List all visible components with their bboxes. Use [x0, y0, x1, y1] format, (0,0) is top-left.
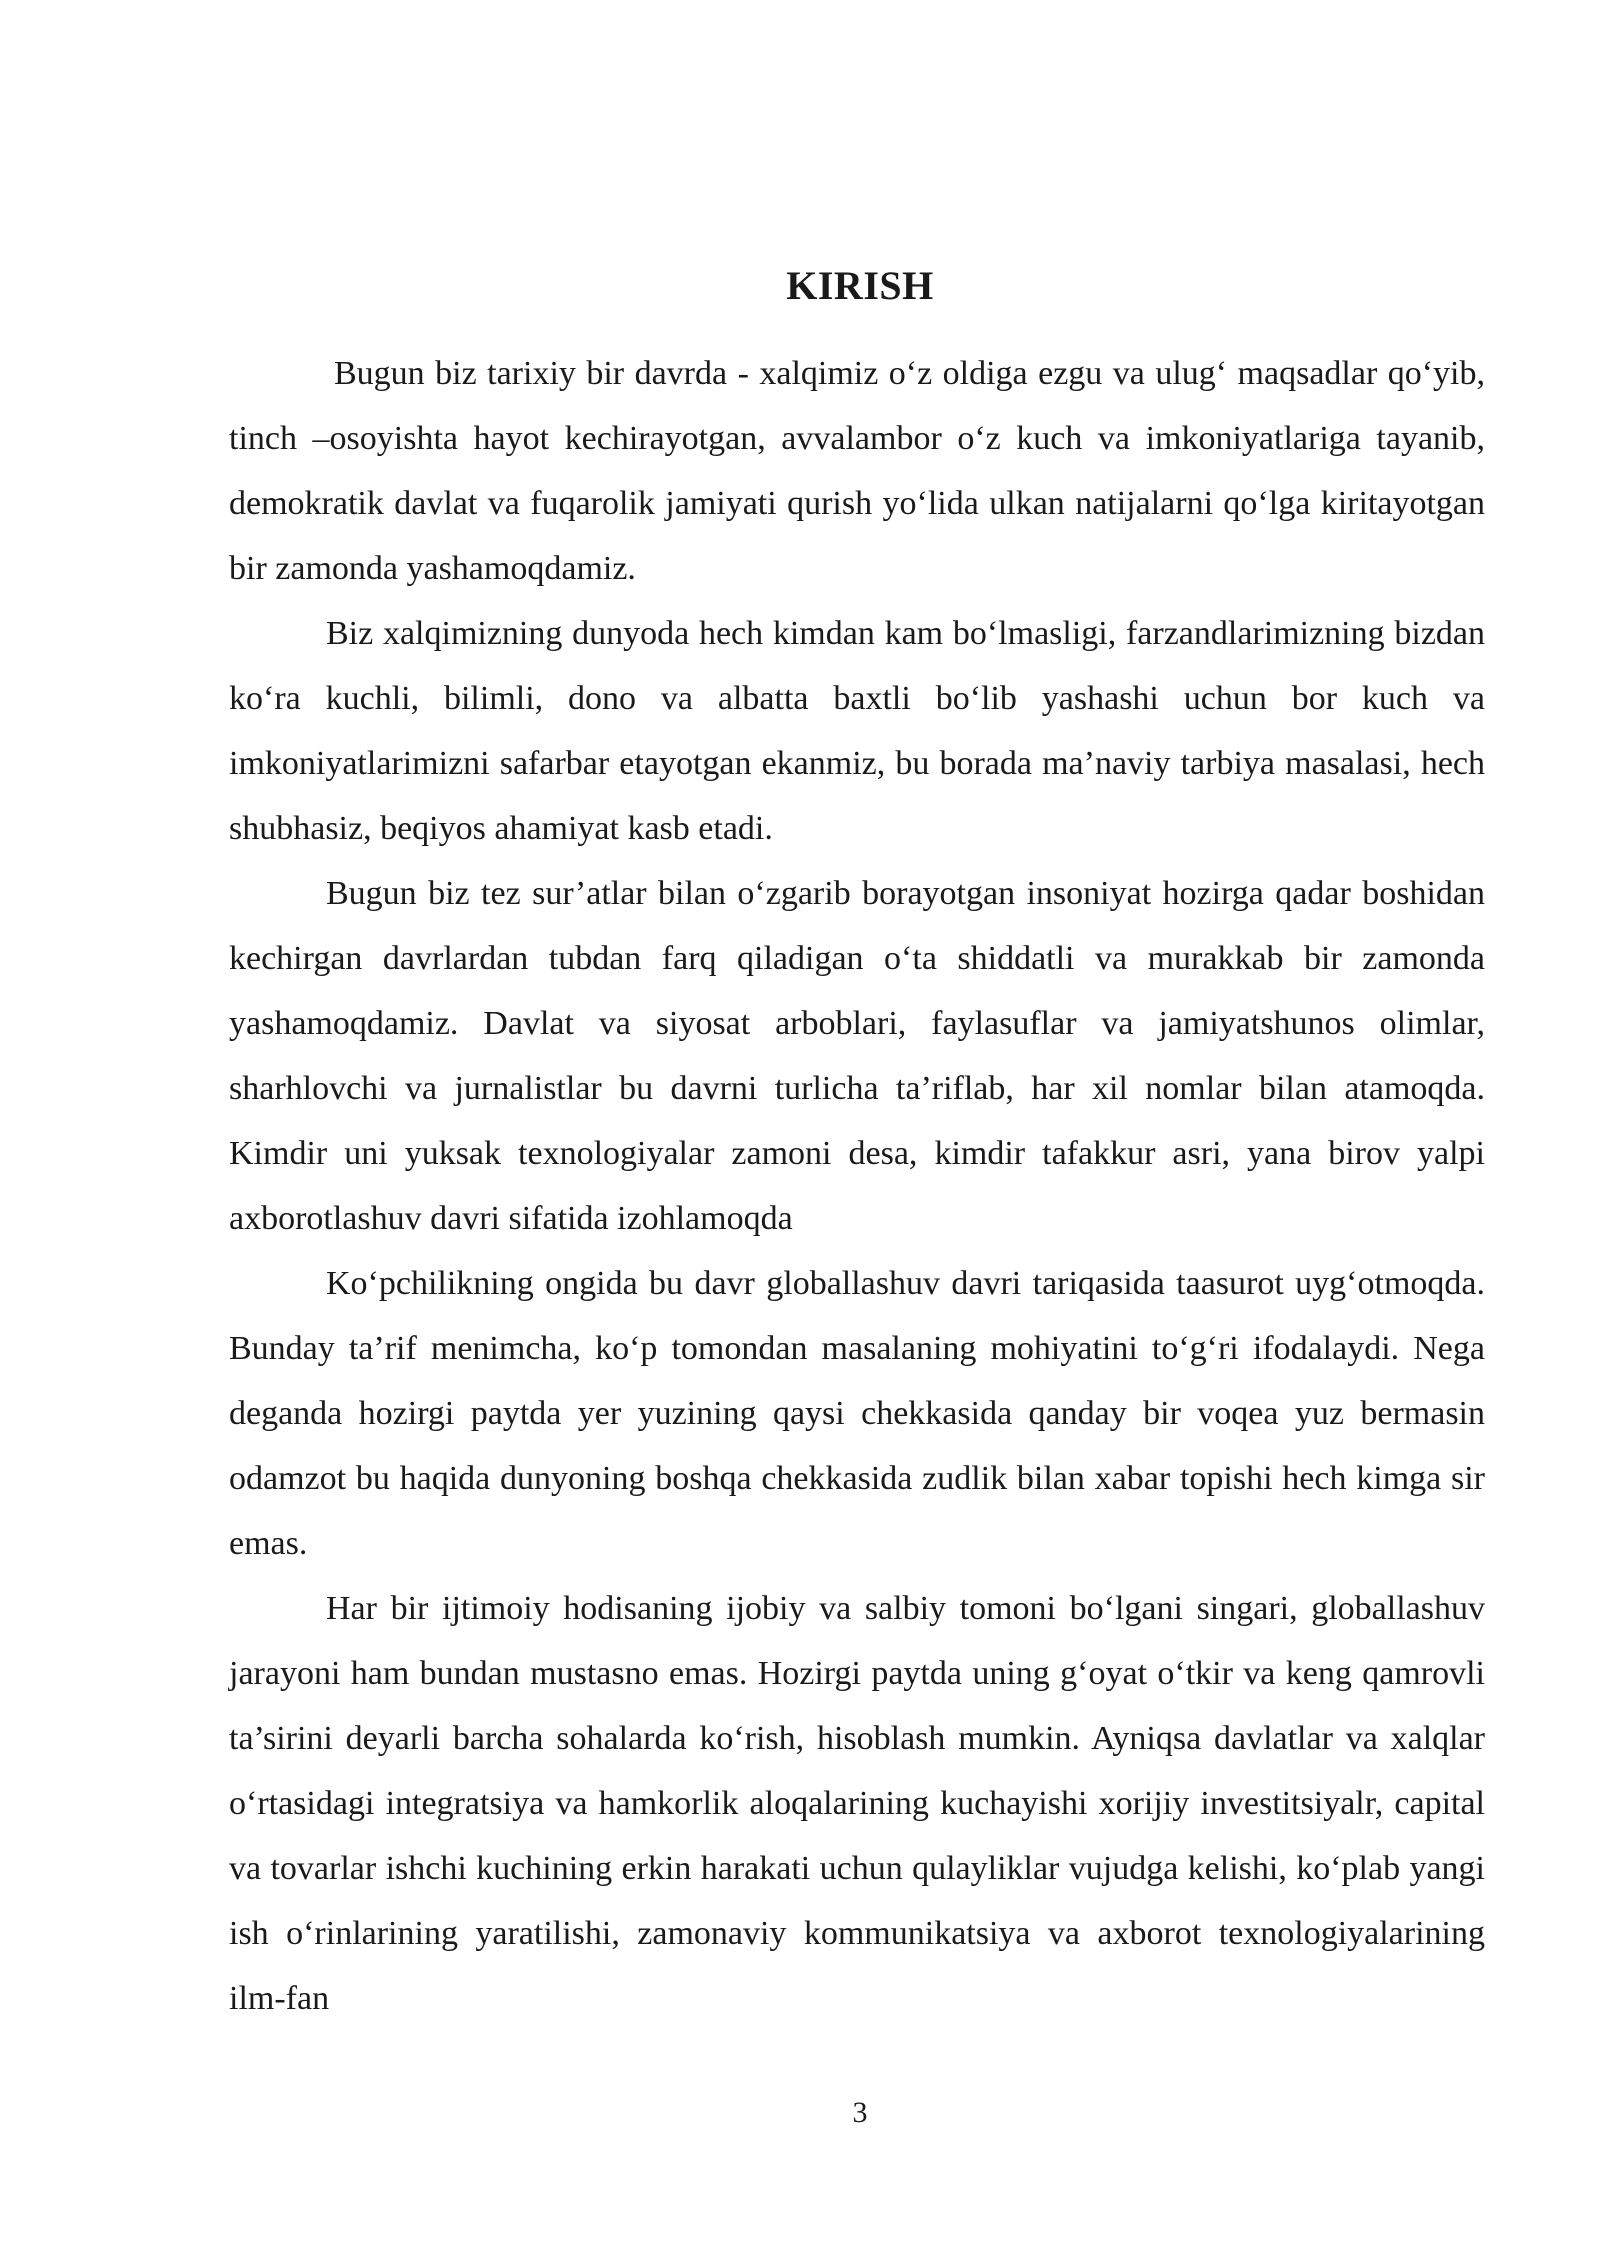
- paragraph-1: Bugun biz tarixiy bir davrda - xalqimiz o‘z oldiga ezgu va ulug‘ maqsadlar qo‘yib, tinch –osoyishta hayot kechirayotgan, avvalambor o‘z kuch va imkoniyatlariga tayanib, demokratik davlat va fuqarolik jamiyati qurish yo‘lida ulkan natijalarni qo‘lga kiritayotgan bir zamonda yashamoqdamiz.: [229, 355, 1485, 587]
- body-text: [229, 341, 1485, 2031]
- paragraph-5: Har bir ijtimoiy hodisaning ijobiy va salbiy tomoni bo‘lgani singari, globallashuv jarayoni ham bundan mustasno emas. Hozirgi paytda uning g‘oyat o‘tkir va keng qamrovli ta’sirini deyarli barcha sohalarda ko‘rish, hisoblash mumkin. Ayniqsa davlatlar va xalqlar o‘rtasidagi integratsiya va hamkorlik aloqalarining kuchayishi xorijiy investitsiyalr, capital va tovarlar ishchi kuchining erkin harakati uchun qulayliklar vujudga kelishi, ko‘plab yangi ish o‘rinlarining yaratilishi, zamonaviy kommunikatsiya va axborot texnologiyalarining ilm-fan: [229, 1590, 1485, 2017]
- paragraph-2: Biz xalqimizning dunyoda hech kimdan kam bo‘lmasligi, farzandlarimizning bizdan ko‘ra kuchli, bilimli, dono va albatta baxtli bo‘lib yashashi uchun bor kuch va imkoniyatlarimizni safarbar etayotgan ekanmiz, bu borada ma’naviy tarbiya masalasi, hech shubhasiz, beqiyos ahamiyat kasb etadi.: [229, 615, 1485, 847]
- paragraph-3: Bugun biz tez sur’atlar bilan o‘zgarib borayotgan insoniyat hozirga qadar boshidan kechirgan davrlardan tubdan farq qiladigan o‘ta shiddatli va murakkab bir zamonda yashamoqdamiz. Davlat va siyosat arboblari, faylasuflar va jamiyatshunos olimlar, sharhlovchi va jurnalistlar bu davrni turlicha ta’riflab, har xil nomlar bilan atamoqda. Kimdir uni yuksak texnologiyalar zamoni desa, kimdir tafakkur asri, yana birov yalpi axborotlashuv davri sifatida izohlamoqda: [229, 875, 1485, 1237]
- page-number: 3: [852, 2096, 868, 2129]
- page-title: KIRISH: [786, 263, 934, 308]
- paragraph-4: Ko‘pchilikning ongida bu davr globallashuv davri tariqasida taasurot uyg‘otmoqda. Bunday ta’rif menimcha, ko‘p tomondan masalaning mohiyatini to‘g‘ri ifodalaydi. Nega deganda hozirgi paytda yer yuzining qaysi chekkasida qanday bir voqea yuz bermasin odamzot bu haqida dunyoning boshqa chekkasida zudlik bilan xabar topishi hech kimga sir emas.: [229, 1265, 1485, 1562]
